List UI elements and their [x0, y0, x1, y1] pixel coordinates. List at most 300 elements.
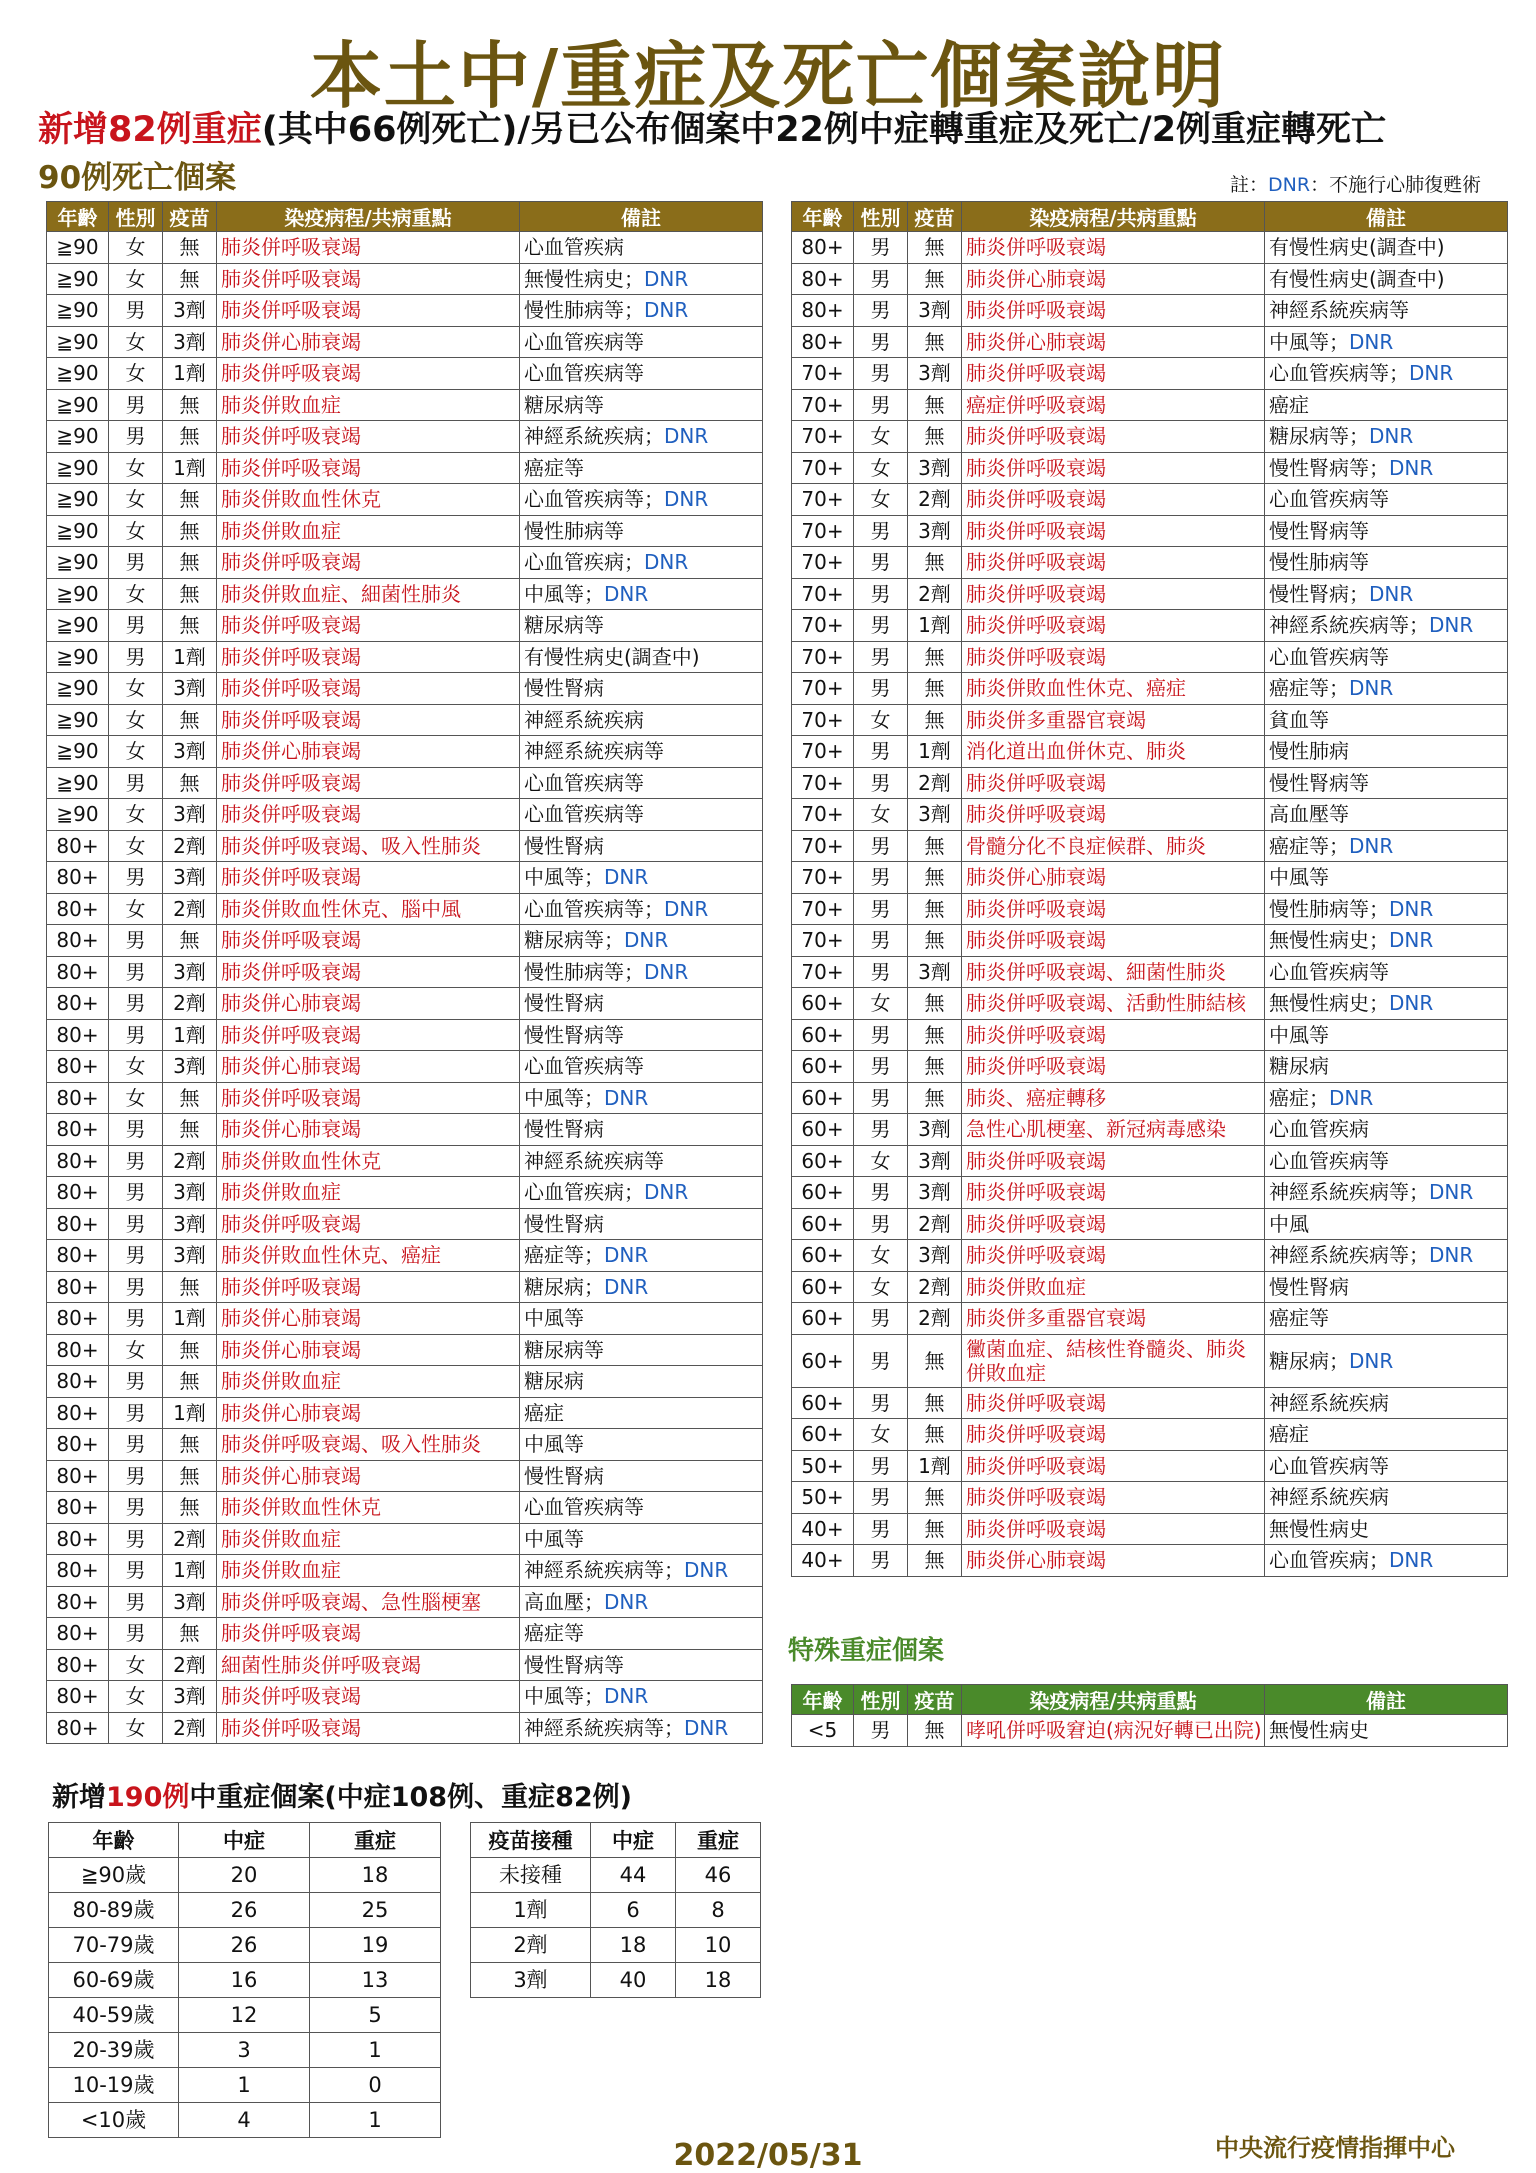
note-prefix: 註：	[1230, 174, 1269, 196]
note-text: 心血管疾病；	[524, 1180, 644, 1204]
dnr-note	[1230, 170, 1481, 197]
cell-note	[520, 1712, 763, 1744]
cell-vaccine: 無	[163, 1334, 217, 1366]
cell-note	[1265, 232, 1508, 264]
table-row	[47, 1649, 763, 1681]
cell-sex: 女	[109, 232, 163, 264]
table-row	[792, 1513, 1508, 1545]
cell-age: 80+	[47, 1145, 109, 1177]
cell-vaccine: 無	[163, 578, 217, 610]
cell-age: ≧90	[47, 547, 109, 579]
cell-note	[1265, 1082, 1508, 1114]
cell-age: 80+	[47, 1523, 109, 1555]
cell-disease: 肺炎併敗血症	[962, 1271, 1265, 1303]
cell-vaccine: 無	[908, 704, 962, 736]
dnr-tag: DNR	[1349, 676, 1394, 700]
dnr-tag: DNR	[684, 1715, 729, 1740]
note-text: 糖尿病等；	[1269, 424, 1369, 448]
cell-note	[520, 326, 763, 358]
cell-sex: 男	[109, 956, 163, 988]
cell-disease: 肺炎併呼吸衰竭	[962, 452, 1265, 484]
note-text: 糖尿病等	[524, 392, 604, 417]
dnr-tag: DNR	[1389, 928, 1434, 952]
cell-age: 80+	[47, 1019, 109, 1051]
cell-severe: 18	[310, 1858, 441, 1893]
table-row	[792, 893, 1508, 925]
table-row	[792, 1450, 1508, 1482]
cell-sex: 男	[109, 421, 163, 453]
note-text: 糖尿病；	[1269, 1348, 1349, 1373]
note-text: 癌症等	[524, 455, 584, 480]
cell-sex: 女	[109, 358, 163, 390]
cell-disease: 肺炎併呼吸衰竭	[217, 358, 520, 390]
table-row	[49, 1998, 441, 2033]
cell-note	[1265, 1513, 1508, 1545]
cell-note	[1265, 704, 1508, 736]
cell-vaccine: 2劑	[908, 1271, 962, 1303]
cell-age: 70+	[792, 862, 854, 894]
cell-disease: 骨髓分化不良症候群、肺炎	[962, 830, 1265, 862]
note-text: 糖尿病	[524, 1369, 584, 1393]
table-row	[471, 1963, 761, 1998]
cell-disease: 肺炎併心肺衰竭	[962, 326, 1265, 358]
note-text: 慢性腎病等	[524, 1652, 624, 1677]
cell-note	[1265, 295, 1508, 327]
note-text: 癌症等；	[1269, 676, 1349, 700]
table-row	[47, 736, 763, 768]
table-row	[792, 578, 1508, 610]
dnr-tag: DNR	[1429, 1180, 1474, 1204]
cell-age: 70+	[792, 610, 854, 642]
note-text: 無慢性病史；	[524, 266, 644, 291]
cell-vaccine: 無	[163, 484, 217, 516]
cell-sex: 女	[854, 1271, 908, 1303]
cell-severe: 18	[676, 1963, 761, 1998]
cell-vaccine: 無	[908, 1051, 962, 1083]
note-text: 無慢性病史；	[1269, 991, 1389, 1015]
table-row	[47, 1082, 763, 1114]
cell-note	[1265, 1303, 1508, 1335]
cell-disease: 肺炎併呼吸衰竭	[217, 1082, 520, 1114]
cell-disease: 肺炎併呼吸衰竭	[962, 578, 1265, 610]
cell-age: 70+	[792, 421, 854, 453]
cell-disease: 肺炎併敗血症	[217, 1177, 520, 1209]
cell-disease: 肺炎併敗血症	[217, 1366, 520, 1398]
note-text: 中風等	[1269, 1022, 1329, 1047]
cell-sex: 男	[854, 1450, 908, 1482]
note-text: 心血管疾病等	[1269, 1453, 1389, 1478]
cell-vaccine: 無	[908, 893, 962, 925]
cell-note	[1265, 1019, 1508, 1051]
age-stats-table	[48, 1822, 441, 2138]
cell-label: 1劑	[471, 1893, 591, 1928]
cell-sex: 男	[854, 358, 908, 390]
cell-disease: 肺炎併呼吸衰竭	[962, 1482, 1265, 1514]
table-row	[49, 2068, 441, 2103]
cell-disease: 肺炎併呼吸衰竭	[217, 1208, 520, 1240]
cell-vaccine: 無	[163, 547, 217, 579]
cell-age: 80+	[47, 1586, 109, 1618]
note-text: 神經系統疾病等	[1269, 298, 1409, 322]
cell-age: 80+	[47, 893, 109, 925]
dnr-tag: DNR	[644, 298, 689, 322]
cell-sex: 男	[854, 610, 908, 642]
cell-vaccine: 無	[163, 1366, 217, 1398]
table-row	[792, 1082, 1508, 1114]
cell-sex: 男	[854, 1051, 908, 1083]
cell-disease: 肺炎併呼吸衰竭	[217, 1712, 520, 1744]
cell-sex: 男	[109, 1586, 163, 1618]
cell-age: 80+	[47, 1492, 109, 1524]
cell-sex: 男	[854, 263, 908, 295]
cell-disease: 肺炎併敗血症、細菌性肺炎	[217, 578, 520, 610]
cell-note	[520, 893, 763, 925]
cell-disease: 肺炎併心肺衰竭	[217, 1303, 520, 1335]
table-row	[47, 1618, 763, 1650]
cell-vaccine: 無	[908, 641, 962, 673]
table-header	[49, 1823, 441, 1858]
cell-vaccine: 無	[163, 1492, 217, 1524]
note-text: 癌症等；	[1269, 833, 1349, 858]
note-text: 無慢性病史；	[1269, 928, 1389, 952]
table-row	[47, 1586, 763, 1618]
cell-vaccine: 3劑	[908, 295, 962, 327]
dnr-tag: DNR	[1389, 455, 1434, 480]
cell-vaccine: 1劑	[908, 736, 962, 768]
cell-label: 40-59歲	[49, 1998, 179, 2033]
cell-sex: 男	[854, 1114, 908, 1146]
cell-disease: 肺炎併敗血性休克	[217, 484, 520, 516]
table-row	[47, 1492, 763, 1524]
table-row	[792, 1545, 1508, 1577]
cell-sex: 男	[109, 1460, 163, 1492]
cell-vaccine: 2劑	[908, 578, 962, 610]
cell-age: <5	[792, 1715, 854, 1747]
dnr-tag: DNR	[1429, 613, 1474, 637]
note-text: 心血管疾病等；	[524, 896, 664, 921]
cell-sex: 男	[854, 1082, 908, 1114]
cell-note	[1265, 830, 1508, 862]
note-text: 糖尿病；	[524, 1274, 604, 1299]
cell-disease: 肺炎、癌症轉移	[962, 1082, 1265, 1114]
header-vaccine: 疫苗	[908, 1685, 962, 1715]
cell-note	[520, 578, 763, 610]
page-title: 本土中/重症及死亡個案說明	[309, 34, 1227, 118]
table-row	[792, 1114, 1508, 1146]
cell-vaccine: 無	[908, 925, 962, 957]
cell-sex: 男	[109, 1429, 163, 1461]
cell-note	[1265, 515, 1508, 547]
cell-sex: 男	[109, 1397, 163, 1429]
note-text: 心血管疾病；	[524, 550, 644, 574]
table-row	[47, 893, 763, 925]
cell-vaccine: 無	[163, 1460, 217, 1492]
cell-sex: 男	[854, 893, 908, 925]
cell-label: 2劑	[471, 1928, 591, 1963]
cell-sex: 男	[854, 673, 908, 705]
cell-vaccine: 1劑	[163, 1397, 217, 1429]
cell-vaccine: 1劑	[163, 1019, 217, 1051]
cell-vaccine: 無	[163, 704, 217, 736]
cell-sex: 男	[109, 1145, 163, 1177]
cell-vaccine: 無	[163, 515, 217, 547]
cell-note	[1265, 1114, 1508, 1146]
subtitle-highlight: 新增82例重症	[38, 110, 262, 150]
cell-note	[520, 1649, 763, 1681]
table-row	[49, 1893, 441, 1928]
cell-disease: 肺炎併敗血症	[217, 389, 520, 421]
cell-vaccine: 2劑	[163, 1523, 217, 1555]
cell-age: 70+	[792, 956, 854, 988]
cell-sex: 男	[109, 1019, 163, 1051]
cell-disease: 急性心肌梗塞、新冠病毒感染	[962, 1114, 1265, 1146]
cell-vaccine: 3劑	[163, 1681, 217, 1713]
cell-note	[1265, 1051, 1508, 1083]
cell-note	[1265, 1450, 1508, 1482]
cell-age: ≧90	[47, 263, 109, 295]
header-sex: 性別	[854, 1685, 908, 1715]
note-text: 中風等；	[524, 865, 604, 889]
cell-age: 60+	[792, 1145, 854, 1177]
table-row	[47, 1334, 763, 1366]
cell-note	[1265, 547, 1508, 579]
cell-sex: 男	[854, 925, 908, 957]
deaths-table-right	[791, 201, 1508, 1577]
cell-vaccine: 3劑	[163, 956, 217, 988]
header-sex: 性別	[854, 202, 908, 232]
cell-age: 60+	[792, 1114, 854, 1146]
table-row	[47, 799, 763, 831]
note-text: 心血管疾病等	[524, 329, 644, 354]
cell-age: ≧90	[47, 673, 109, 705]
cell-age: 60+	[792, 1303, 854, 1335]
cell-age: 40+	[792, 1545, 854, 1577]
cell-vaccine: 無	[908, 830, 962, 862]
cell-sex: 男	[854, 1715, 908, 1747]
cell-sex: 男	[854, 578, 908, 610]
cell-moderate: 4	[179, 2103, 310, 2138]
cell-age: 60+	[792, 1387, 854, 1419]
cell-note	[1265, 421, 1508, 453]
cell-severe: 10	[676, 1928, 761, 1963]
cell-severe: 13	[310, 1963, 441, 1998]
cell-note	[520, 1114, 763, 1146]
cell-vaccine: 無	[163, 1429, 217, 1461]
cell-vaccine: 2劑	[163, 1712, 217, 1744]
cell-sex: 男	[109, 1208, 163, 1240]
cell-note	[520, 484, 763, 516]
table-row	[792, 358, 1508, 390]
dnr-tag: DNR	[604, 865, 649, 889]
table-row	[47, 515, 763, 547]
cell-disease: 肺炎併敗血性休克	[217, 1145, 520, 1177]
cell-vaccine: 2劑	[908, 1303, 962, 1335]
cell-vaccine: 3劑	[163, 1177, 217, 1209]
table-row	[47, 452, 763, 484]
cell-vaccine: 無	[908, 421, 962, 453]
header-vaccine: 疫苗	[908, 202, 962, 232]
cell-sex: 女	[109, 799, 163, 831]
cell-note	[520, 1366, 763, 1398]
cell-age: 80+	[792, 326, 854, 358]
table-row	[792, 421, 1508, 453]
cell-age: 80+	[47, 1681, 109, 1713]
cell-note	[1265, 263, 1508, 295]
cell-sex: 男	[854, 326, 908, 358]
subtitle-rest: (其中66例死亡)/另已公布個案中22例中症轉重症及死亡/2例重症轉死亡	[261, 110, 1387, 150]
cell-note	[1265, 767, 1508, 799]
cell-disease: 肺炎併敗血性休克、癌症	[217, 1240, 520, 1272]
cell-label: 80-89歲	[49, 1893, 179, 1928]
cell-age: ≧90	[47, 326, 109, 358]
cell-vaccine: 無	[908, 232, 962, 264]
cell-vaccine: 無	[908, 1482, 962, 1514]
table-row	[47, 830, 763, 862]
cell-disease: 肺炎併呼吸衰竭	[217, 767, 520, 799]
cell-label: <10歲	[49, 2103, 179, 2138]
cell-sex: 女	[109, 893, 163, 925]
cell-note	[1265, 736, 1508, 768]
cell-sex: 男	[109, 988, 163, 1020]
dnr-tag: DNR	[604, 1274, 649, 1299]
cell-vaccine: 3劑	[908, 1177, 962, 1209]
table-header	[471, 1823, 761, 1858]
note-text: 有慢性病史(調查中)	[1269, 235, 1445, 259]
note-text: 慢性肺病等；	[1269, 896, 1389, 921]
cell-vaccine: 無	[908, 326, 962, 358]
note-text: 慢性肺病等	[524, 518, 624, 543]
cell-age: 70+	[792, 799, 854, 831]
cell-disease: 肺炎併敗血症	[217, 1523, 520, 1555]
note-text: 糖尿病	[1269, 1054, 1329, 1078]
table-row	[792, 673, 1508, 705]
cell-moderate: 1	[179, 2068, 310, 2103]
cell-age: 80+	[47, 862, 109, 894]
cell-disease: 肺炎併呼吸衰竭	[217, 1618, 520, 1650]
cell-disease: 肺炎併呼吸衰竭、活動性肺結核	[962, 988, 1265, 1020]
cell-note	[520, 736, 763, 768]
header-severe: 重症	[676, 1823, 761, 1858]
table-row	[47, 1681, 763, 1713]
cell-note	[1265, 673, 1508, 705]
cell-note	[520, 767, 763, 799]
cell-age: 80+	[47, 1649, 109, 1681]
table-row	[47, 421, 763, 453]
cell-disease: 肺炎併呼吸衰竭	[962, 1177, 1265, 1209]
cell-moderate: 3	[179, 2033, 310, 2068]
cell-disease: 肺炎併呼吸衰竭、吸入性肺炎	[217, 1429, 520, 1461]
cell-sex: 男	[109, 925, 163, 957]
cell-vaccine: 3劑	[163, 1240, 217, 1272]
cell-sex: 男	[854, 767, 908, 799]
cell-sex: 男	[854, 1387, 908, 1419]
header-age: 年齡	[792, 1685, 854, 1715]
cell-disease: 肺炎併心肺衰竭	[217, 736, 520, 768]
cell-note	[520, 673, 763, 705]
cell-disease: 肺炎併呼吸衰竭	[217, 1681, 520, 1713]
note-text: 高血壓；	[524, 1589, 604, 1614]
cell-disease: 肺炎併多重器官衰竭	[962, 704, 1265, 736]
cell-vaccine: 3劑	[908, 358, 962, 390]
cell-note	[520, 547, 763, 579]
cell-age: ≧90	[47, 295, 109, 327]
cell-sex: 男	[854, 830, 908, 862]
stats-title	[52, 1775, 632, 1814]
cell-vaccine: 無	[908, 547, 962, 579]
cell-vaccine: 無	[163, 610, 217, 642]
cell-sex: 男	[854, 1208, 908, 1240]
table-row	[47, 673, 763, 705]
note-text: 心血管疾病等	[524, 1495, 644, 1519]
cell-vaccine: 3劑	[163, 295, 217, 327]
table-row	[792, 1145, 1508, 1177]
cell-disease: 肺炎併呼吸衰竭	[962, 421, 1265, 453]
note-text: 癌症等	[1269, 1306, 1329, 1330]
cell-age: 80+	[47, 1240, 109, 1272]
note-suffix: ：不施行心肺復甦術	[1310, 174, 1482, 196]
header-moderate: 中症	[179, 1823, 310, 1858]
cell-moderate: 26	[179, 1928, 310, 1963]
table-row	[47, 767, 763, 799]
cell-note	[520, 1208, 763, 1240]
dnr-tag: DNR	[604, 1243, 649, 1267]
table-row	[792, 862, 1508, 894]
cell-disease: 肺炎併呼吸衰竭	[217, 263, 520, 295]
cell-sex: 男	[109, 767, 163, 799]
dnr-tag: DNR	[1389, 1548, 1434, 1572]
cell-note	[520, 830, 763, 862]
table-header	[47, 202, 763, 232]
cell-sex: 男	[854, 1177, 908, 1209]
table-row	[792, 641, 1508, 673]
cell-sex: 男	[109, 1114, 163, 1146]
cell-label: 10-19歲	[49, 2068, 179, 2103]
cell-vaccine: 2劑	[163, 988, 217, 1020]
note-text: 心血管疾病等；	[1269, 361, 1409, 385]
note-text: 有慢性病史(調查中)	[1269, 266, 1445, 291]
cell-age: 80+	[792, 232, 854, 264]
table-row	[47, 1397, 763, 1429]
cell-vaccine: 2劑	[908, 1208, 962, 1240]
cell-severe: 1	[310, 2033, 441, 2068]
note-text: 神經系統疾病	[524, 707, 644, 732]
note-text: 心血管疾病等	[1269, 959, 1389, 984]
cell-moderate: 16	[179, 1963, 310, 1998]
cell-note	[1265, 1145, 1508, 1177]
stats-title-suffix: 中重症個案(中症108例、重症82例)	[189, 1782, 632, 1813]
cell-disease: 肺炎併呼吸衰竭	[217, 704, 520, 736]
note-text: 心血管疾病等	[524, 770, 644, 795]
dnr-tag: DNR	[1329, 1085, 1374, 1110]
cell-sex: 男	[109, 1492, 163, 1524]
cell-note	[520, 358, 763, 390]
stats-title-count: 190例	[106, 1782, 190, 1813]
table-row	[49, 2103, 441, 2138]
cell-note	[1265, 389, 1508, 421]
cell-sex: 女	[109, 1334, 163, 1366]
cell-age: 70+	[792, 389, 854, 421]
cell-age: 70+	[792, 925, 854, 957]
cell-moderate: 12	[179, 1998, 310, 2033]
table-row	[47, 1271, 763, 1303]
cell-vaccine: 2劑	[163, 893, 217, 925]
note-text: 中風等	[524, 1306, 584, 1330]
table-row	[792, 704, 1508, 736]
cell-age: 80+	[47, 1397, 109, 1429]
cell-sex: 女	[109, 736, 163, 768]
table-header	[792, 1685, 1508, 1715]
cell-sex: 男	[854, 389, 908, 421]
